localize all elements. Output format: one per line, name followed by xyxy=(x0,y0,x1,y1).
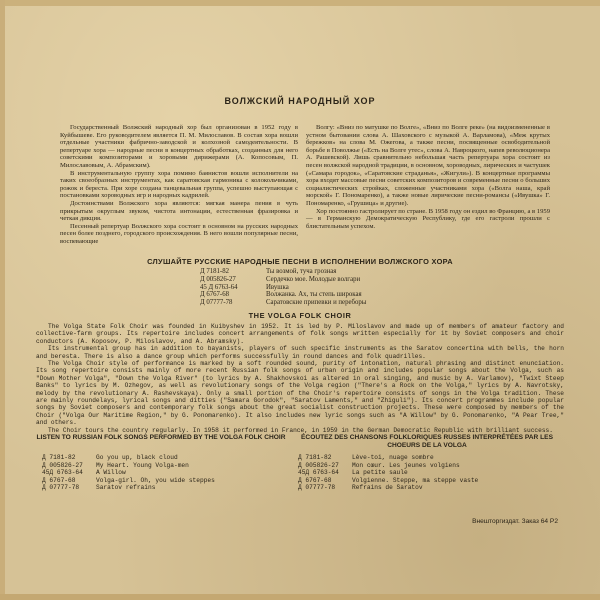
title-english: THE VOLGA FOLK CHOIR xyxy=(248,311,352,320)
listen-heading-russian: СЛУШАЙТЕ РУССКИЕ НАРОДНЫЕ ПЕСНИ В ИСПОЛНЕНИИ ВОЛЖСКОГО ХОРА xyxy=(147,257,453,266)
title-russian: ВОЛЖСКИЙ НАРОДНЫЙ ХОР xyxy=(224,96,376,106)
ru-paragraph: Хор постоянно гастролирует по стране. В 1958 году он ездил во Францию, а в 1959 — в Германскую Демократическую Республику, где его гастроли прошли с блистательным успехом. xyxy=(306,207,550,230)
track-title: My Heart. Young Volga-men xyxy=(96,461,189,469)
track-row xyxy=(200,276,460,284)
catalog-number: 45 Д 6763-64 xyxy=(200,283,238,291)
sleeve-edge-left xyxy=(0,0,5,600)
en-paragraph: Its instrumental group has in addition to bayanists, players of such specific instruments as the Saratov concertina with bells, the horn and beresta. There is also a dance group which performs successfully in round dances and folk quadrilles. xyxy=(36,345,564,360)
track-row xyxy=(298,454,558,462)
en-paragraph: The Choir tours the country regularly. In 1958 it performed in France, in 1959 in the German Democratic Republic with brilliant success. xyxy=(48,426,553,434)
catalog-number: Д 6767-68 xyxy=(42,476,76,484)
sleeve-edge-top xyxy=(0,0,600,6)
listen-heading-english: LISTEN TO RUSSIAN FOLK SONGS PERFORMED BY THE VOLGA FOLK CHOIR xyxy=(36,434,286,441)
track-row xyxy=(42,462,282,470)
ru-paragraph: Песенный репертуар Волжского хора состоит в основном на русских народных песен более позднего, городского происхождения. В него вошли популярные песни, воспевающие xyxy=(60,222,298,245)
publisher-order-number: Внешторгиздат. Заказ 64 Р2 xyxy=(472,518,558,525)
track-row xyxy=(298,469,558,477)
track-row xyxy=(298,484,558,492)
track-title: Сердечко мое. Молодые волгари xyxy=(266,275,361,283)
russian-text-left-column xyxy=(60,124,298,256)
catalog-number: 45Д 6763-64 xyxy=(42,469,83,476)
catalog-number: Д 7181-82 xyxy=(200,268,229,275)
track-row xyxy=(42,469,282,477)
track-row xyxy=(42,454,282,462)
track-list-russian xyxy=(200,268,460,307)
catalog-number: 45Д 6763-64 xyxy=(298,469,339,476)
track-title: Ты возмой, туча грозная xyxy=(266,268,337,275)
track-row xyxy=(200,299,460,307)
track-row xyxy=(42,477,282,485)
track-list-english xyxy=(42,454,282,492)
catalog-number: Д 6767-68 xyxy=(200,291,229,299)
track-title: La petite saule xyxy=(352,469,408,476)
catalog-number: Д 7181-82 xyxy=(42,454,76,461)
sleeve-edge-bottom xyxy=(0,594,600,600)
ru-paragraph: В инструментальную группу хора помимо баянистов вошли исполнители на таких своеобразных инструментах, как саратовская гармоника с колокольчиками, рожок и береста. При хоре создана танцевальная группа, успешно выступающая с постановками хороводных игр и народных кадрилей. xyxy=(60,169,298,200)
track-row xyxy=(200,284,460,292)
catalog-number: Д 07777-78 xyxy=(298,484,336,491)
track-row xyxy=(200,291,460,299)
track-row xyxy=(200,268,460,276)
catalog-number: Д 07777-78 xyxy=(42,484,80,491)
catalog-number: Д 07777-78 xyxy=(200,299,233,307)
track-title: Volga-girl. Oh, you wide steppes xyxy=(96,476,215,484)
track-title: Ивушка xyxy=(266,283,289,291)
track-list-french xyxy=(298,454,558,492)
track-row xyxy=(298,477,558,485)
track-title: Refrains de Saratov xyxy=(352,484,423,491)
en-paragraph: The Volga State Folk Choir was founded in Kuibyshev in 1952. It is led by P. Miloslavov and made up of members of amateur factory and collective-farm groups. Its repertoire includes concert arrangements of folk songs written especially for it by Soviet composers and choir conductors (A. Koposov, P. Miloslavov, and A. Abramsky). xyxy=(36,323,564,345)
en-paragraph: The Volga Choir style of performance is marked by a soft rounded sound, purity of intonation, natural phrasing and distinct enunciation. Its song repertoire consists mainly of more recent Russian folk songs of urban origin and includes popular songs about the Volga, such as "Down Mother Volga", "Down the Volga River" (to lyrics by A. Shakhovskoi as altered in oral singing, and music by A. Varlamov), "Twixt Steep Banks" to lyrics by M. Ozhegov, as well as revolutionary songs of the Volga region ("There's a Rock on the Volga," lyrics by A. Navrotsky, melody by the revolutionary A. Rashevskaya). Only a small portion of the Choir's repertoire consists of songs in the Volga tradition. These are mainly roundelays, lyrical songs and ditties ("Samara Gorodok", "Saratov Laments," and "Zhiguli"). Its concert programmes include popular songs by Soviet composers and contemporary folk songs about the great socialist construction projects. These were composed by members of the Choir ("Volga Our Maritime Region," by G. Ponomarenko). It also includes new lyric songs such as "A Willow" by G. Ponomarenko, "A Pear Tree," and others. xyxy=(36,360,564,427)
ru-paragraph: Государственный Волжский народный хор был организован в 1952 году в Куйбышеве. Его руководителем является П. М. Милославов. В состав хора вошли отдельные участники фабрично-заводской и колхозной самодеятельности. В репертуаре хора — народные песни в концертных обработках, созданных для него советскими композиторами и хоровыми дирижерами (А. Копосовым, П. Милославовым, А. Абрамским). xyxy=(60,124,298,169)
catalog-number: Д 005826-27 xyxy=(42,461,83,469)
track-title: Go you up, black cloud xyxy=(96,454,178,461)
track-title: Волжанка. Ах, ты степь широкая xyxy=(266,291,362,299)
catalog-number: Д 6767-68 xyxy=(298,476,332,484)
track-title: Mon cœur. Les jeunes volgiens xyxy=(352,461,460,469)
russian-text-right-column xyxy=(306,124,550,256)
ru-paragraph: Волгу: «Вниз по матушке по Волге», «Вниз по Волге реке» (на видоизмененные в устном бытовании слова А. Шаховского с музыкой А. Варламова), «Меж крутых бережков» на слова М. Ожегова, а также песни, посвященные освободительной борьбе в Поволжье («Есть на Волге утес», слова А. Навроцкого, напев революционера А. Рашевской). Лишь сравнительно небольшая часть репертуара хора состоит из песен волжской народной традиции, в основном, хороводных, лирических и частушек («Самара городок», «Саратовские страданья», «Жигули»). В концертные программы хора входят массовые песни советских композиторов и современные песни о больших социалистических стройках, сложенные участниками хора («Волга наша, край морской» Г. Пономаренко), а также новые лирические песни-романсы («Ивушка» Г. Пономаренко, «Грушица» и другие). xyxy=(306,124,550,207)
catalog-number: Д 005826-27 xyxy=(200,275,236,283)
catalog-number: Д 005826-27 xyxy=(298,461,339,469)
track-title: Lève-toi, nuage sombre xyxy=(352,454,434,461)
track-title: Volgienne. Steppe, ma steppe vaste xyxy=(352,476,479,484)
listen-heading-french: ÉCOUTEZ DES CHANSONS FOLKLORIQUES RUSSES INTERPRÉTÉES PAR LES CHOEURS DE LA VOLGA xyxy=(301,434,553,449)
track-row xyxy=(298,462,558,470)
track-row xyxy=(42,484,282,492)
english-text xyxy=(36,323,564,434)
ru-paragraph: Достоинствами Волжского хора являются: мягкая манера пения в чуть прикрытым округлым звуком, чистота интонации, естественная фразировка и четкая дикция. xyxy=(60,199,298,223)
track-title: Саратовские припевки и переборы xyxy=(266,299,367,307)
catalog-number: Д 7181-82 xyxy=(298,454,332,461)
track-title: A Willow xyxy=(96,469,126,476)
track-title: Saratov refrains xyxy=(96,484,156,491)
